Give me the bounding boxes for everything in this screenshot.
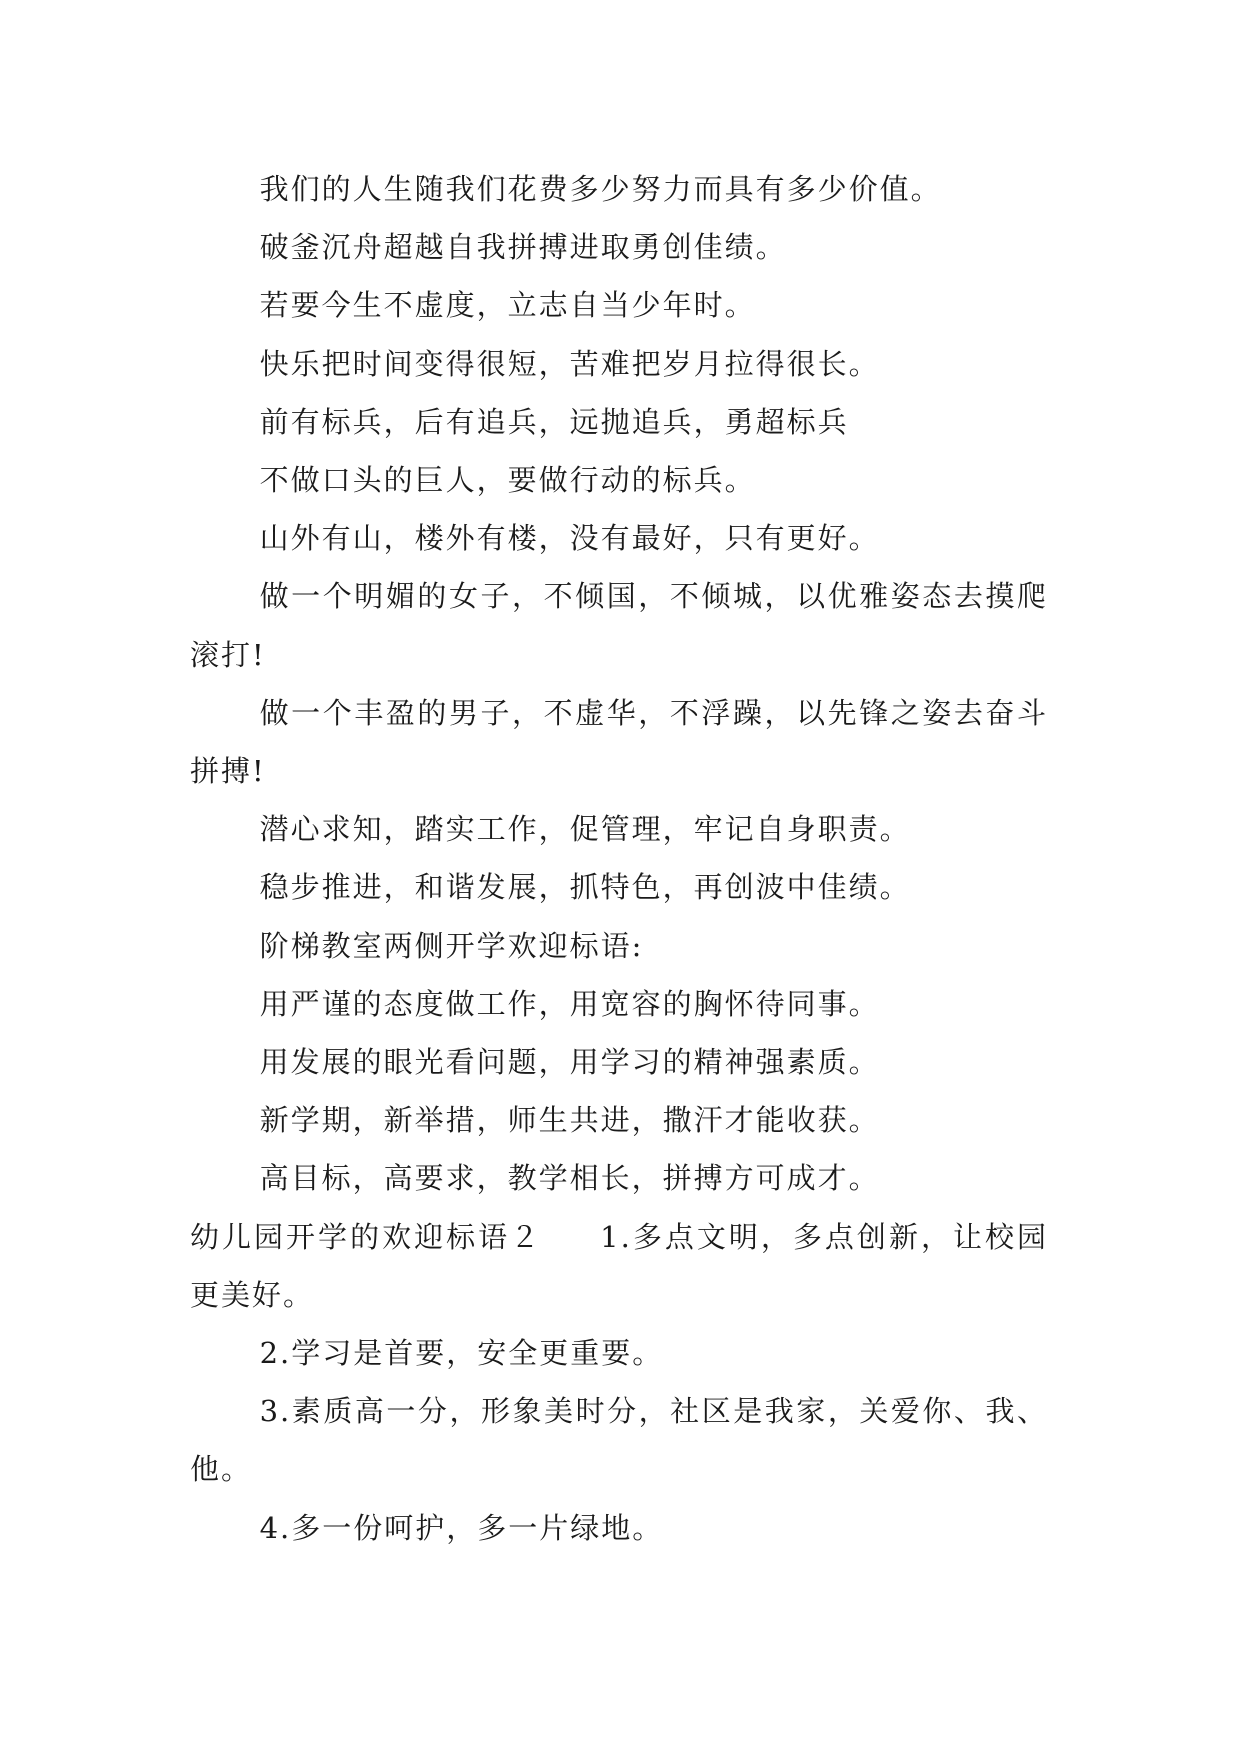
- list-item: 2.学习是首要，安全更重要。: [259, 1336, 664, 1371]
- list-item: 1.多点文明，多点创新，让校园更美好。: [190, 1219, 1048, 1312]
- paragraph: 潜心求知，踏实工作，促管理，牢记自身职责。: [259, 812, 911, 847]
- paragraph: 做一个明媚的女子，不倾国，不倾城，以优雅姿态去摸爬滚打!: [190, 579, 1048, 672]
- paragraph: 阶梯教室两侧开学欢迎标语:: [259, 928, 644, 963]
- paragraph: 前有标兵，后有追兵，远抛追兵，勇超标兵: [259, 404, 849, 439]
- section-heading: 幼儿园开学的欢迎标语２: [190, 1219, 543, 1254]
- paragraph: 若要今生不虚度，立志自当少年时。: [259, 288, 756, 323]
- list-item: 4.多一份呵护，多一片绿地。: [259, 1510, 664, 1545]
- paragraph: 我们的人生随我们花费多少努力而具有多少价值。: [259, 172, 942, 206]
- document-body: [190, 160, 1048, 1557]
- paragraph: 新学期，新举措，师生共进，撒汗才能收获。: [259, 1103, 880, 1138]
- list-item: 3.素质高一分，形象美时分，社区是我家，关爱你、我、他。: [190, 1394, 1048, 1487]
- paragraph: 快乐把时间变得很短，苦难把岁月拉得很长。: [259, 346, 880, 381]
- paragraph: 稳步推进，和谐发展，抓特色，再创波中佳绩。: [259, 870, 911, 905]
- section-heading-paragraph: [190, 1208, 1048, 1324]
- paragraph: 做一个丰盈的男子，不虚华，不浮躁，以先锋之姿去奋斗拼搏!: [190, 695, 1048, 789]
- paragraph: 不做口头的巨人，要做行动的标兵。: [259, 463, 756, 498]
- paragraph: 破釜沉舟超越自我拼搏进取勇创佳绩。: [259, 230, 787, 265]
- paragraph: 用严谨的态度做工作，用宽容的胸怀待同事。: [259, 986, 880, 1021]
- paragraph: 用发展的眼光看问题，用学习的精神强素质。: [259, 1045, 880, 1080]
- paragraph: 高目标，高要求，教学相长，拼搏方可成才。: [259, 1161, 880, 1196]
- paragraph: 山外有山，楼外有楼，没有最好，只有更好。: [259, 521, 880, 556]
